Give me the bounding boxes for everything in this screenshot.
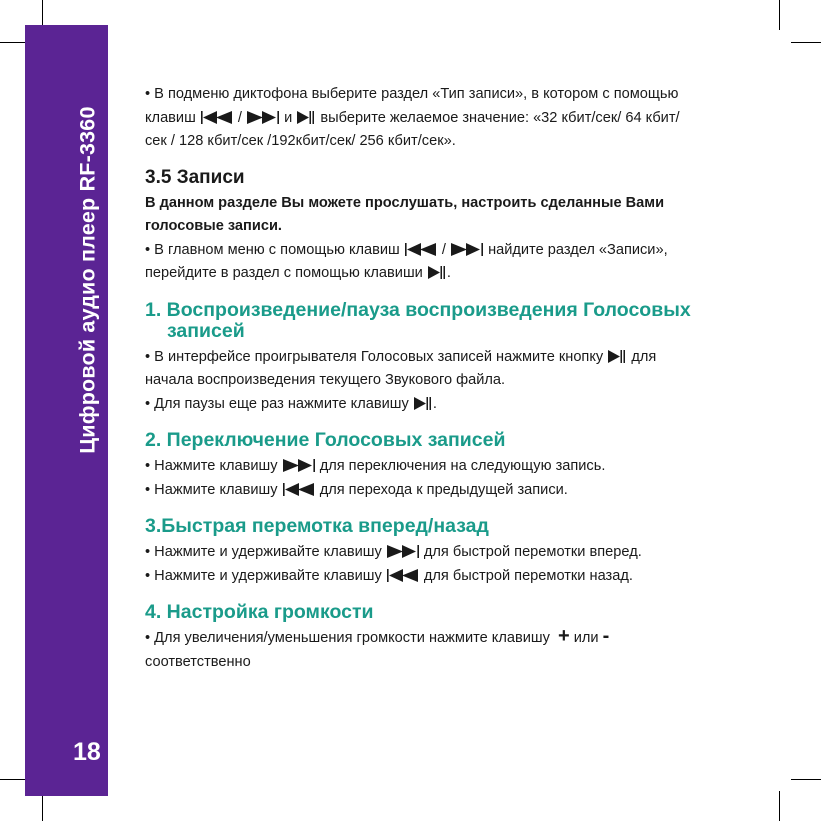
- text: .: [446, 265, 451, 281]
- instruction-line: [145, 262, 745, 286]
- subsection-heading: 2. Переключение Голосовых записей: [145, 429, 506, 451]
- text: .: [432, 395, 437, 412]
- section-heading: 3.5 Записи: [145, 166, 245, 188]
- manual-content: [145, 83, 745, 674]
- instruction-line: [145, 393, 745, 417]
- intro-line: сек / 128 кбит/сек /192кбит/сек/ 256 кбит/сек».: [145, 133, 456, 149]
- play-pause-icon: [428, 266, 446, 279]
- section-intro: В данном разделе Вы можете прослушать, настроить сделанные Вами: [145, 194, 665, 211]
- product-title: Цифровой аудио плеер RF-3360: [75, 106, 100, 454]
- subsection-heading: 4. Настройка громкости: [145, 601, 374, 623]
- heading-text: 1. Воспроизведение/пауза воспроизведения Голосовых: [145, 298, 691, 321]
- text: /: [237, 109, 242, 126]
- skip-previous-icon: [405, 243, 437, 256]
- skip-next-icon: [451, 243, 483, 256]
- minus-icon: -: [602, 625, 610, 647]
- intro-line: • В подменю диктофона выберите раздел «Тип записи», в котором с помощью: [145, 86, 679, 102]
- crop-mark: [779, 791, 780, 821]
- text: • Для увеличения/уменьшения громкости нажмите клавишу: [145, 630, 550, 646]
- page-number: 18: [73, 738, 101, 766]
- play-pause-icon: [297, 111, 315, 124]
- text: клавиш: [145, 109, 196, 126]
- instruction-line: [145, 455, 745, 479]
- text: для быстрой перемотки назад.: [423, 567, 633, 584]
- instruction-line: [145, 541, 745, 565]
- subsection-heading: 3.Быстрая перемотка вперед/назад: [145, 515, 489, 537]
- text: для быстрой перемотки вперед.: [423, 544, 642, 560]
- subsection-heading: [145, 300, 745, 342]
- section-intro: голосовые записи.: [145, 218, 282, 234]
- skip-previous-icon: [283, 483, 315, 496]
- text: • В интерфейсе проигрывателя Голосовых записей нажмите кнопку: [145, 348, 604, 365]
- crop-mark: [791, 42, 821, 43]
- instruction-line: [145, 239, 745, 263]
- skip-next-icon: [283, 459, 315, 472]
- text: или: [573, 630, 599, 646]
- crop-mark: [791, 779, 821, 780]
- instruction-line: соответственно: [145, 653, 251, 670]
- text: • Нажмите и удерживайте клавишу: [145, 567, 382, 584]
- crop-mark: [779, 0, 780, 30]
- text: • Нажмите клавишу: [145, 481, 278, 498]
- skip-next-icon: [247, 111, 279, 124]
- plus-icon: +: [558, 625, 570, 647]
- text: /: [441, 241, 446, 258]
- text: • Нажмите и удерживайте клавишу: [145, 544, 382, 560]
- intro-line: [145, 107, 745, 131]
- skip-next-icon: [387, 545, 419, 558]
- skip-previous-icon: [387, 569, 419, 582]
- instruction-line: начала воспроизведения текущего Звукового файла.: [145, 372, 506, 388]
- play-pause-icon: [608, 350, 626, 363]
- text: • Для паузы еще раз нажмите клавишу: [145, 395, 409, 412]
- instruction-line: [145, 627, 745, 651]
- text: для переключения на следующую запись.: [319, 458, 606, 474]
- instruction-line: [145, 565, 745, 589]
- text: для: [631, 348, 657, 365]
- text: выберите желаемое значение: «32 кбит/сек/ 64 кбит/: [320, 109, 680, 126]
- instruction-line: [145, 479, 745, 503]
- text: для перехода к предыдущей записи.: [319, 481, 568, 498]
- play-pause-icon: [414, 397, 432, 410]
- text: и: [284, 109, 293, 126]
- text: найдите раздел «Записи»,: [488, 241, 668, 258]
- text: • Нажмите клавишу: [145, 458, 278, 474]
- text: перейдите в раздел с помощью клавиши: [145, 265, 423, 281]
- text: • В главном меню с помощью клавиш: [145, 241, 400, 258]
- skip-previous-icon: [201, 111, 233, 124]
- instruction-line: [145, 346, 745, 370]
- heading-text: записей: [167, 319, 245, 342]
